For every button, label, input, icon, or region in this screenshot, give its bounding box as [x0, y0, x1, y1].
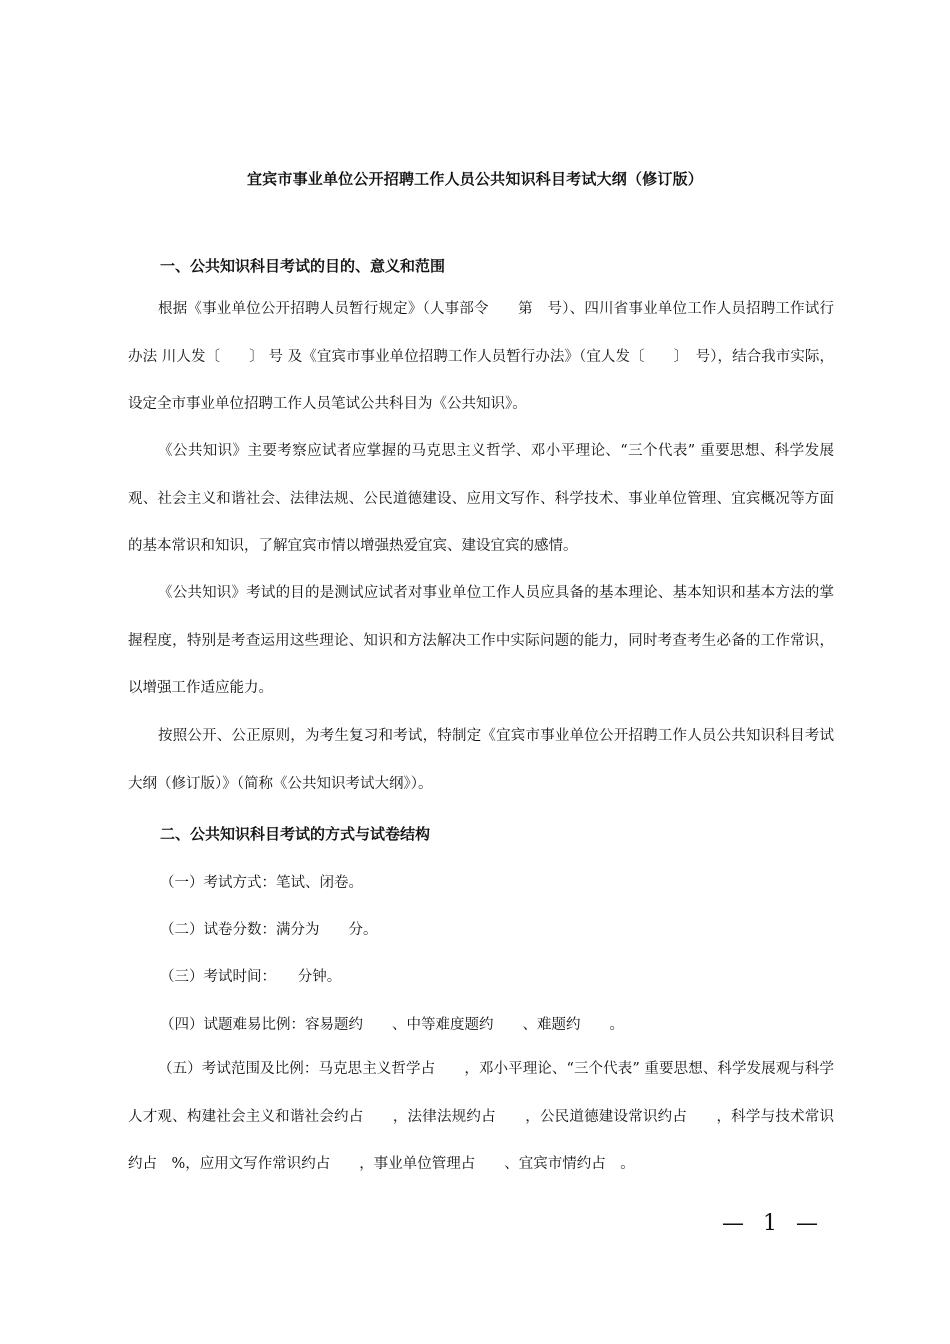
section-1-paragraph-2: 《公共知识》主要考察应试者应掌握的马克思主义哲学、邓小平理论、“三个代表” 重要思想、科学发展观、社会主义和谐社会、法律法规、公民道德建设、应用文写作、科学技术、事业单位管理、宜宾概况等方面的基本常识和知识，了解宜宾市情以增强热爱宜宾、建设宜宾的感情。	[128, 443, 834, 554]
exam-time-item: （三）考试时间： 分钟。	[160, 969, 342, 985]
exam-scope-paragraph: （五）考试范围及比例：马克思主义哲学占 ，邓小平理论、“三个代表” 重要思想、科学发展观与科学人才观、构建社会主义和谐社会约占 ，法律法规约占 ，公民道德建设常识约占 ，科学与技术常识约占 %，应用文写作常识约占 ，事业单位管理占 、宜宾市情约占 。	[128, 1061, 834, 1172]
document-title: 宜宾市事业单位公开招聘工作人员公共知识科目考试大纲（修订版）	[246, 170, 703, 188]
exam-score-item: （二）试卷分数：满分为 分。	[160, 922, 378, 938]
section-2-heading: 二、公共知识科目考试的方式与试卷结构	[160, 825, 431, 843]
section-1-paragraph-4: 按照公开、公正原则，为考生复习和考试，特制定《宜宾市事业单位公开招聘工作人员公共知识科目考试大纲（修订版）》（简称《公共知识考试大纲》）。	[128, 728, 834, 792]
exam-method-item: （一）考试方式：笔试、闭卷。	[160, 875, 363, 891]
section-1-heading: 一、公共知识科目考试的目的、意义和范围	[160, 257, 446, 275]
section-1-paragraph-3: 《公共知识》考试的目的是测试应试者对事业单位工作人员应具备的基本理论、基本知识和基本方法的掌握程度，特别是考查运用这些理论、知识和方法解决工作中实际问题的能力，同时考查考生必备的工作常识，以增强工作适应能力。	[128, 585, 834, 696]
section-1-paragraph-1: 根据《事业单位公开招聘人员暂行规定》（人事部令 第 号）、四川省事业单位工作人员招聘工作试行办法 川人发〔 〕 号 及《宜宾市事业单位招聘工作人员暂行办法》（宜人发〔 〕 号），结合我市实际，设定全市事业单位招聘工作人员笔试公共科目为《公共知识》。	[128, 301, 834, 412]
difficulty-ratio-item: （四）试题难易比例：容易题约 、中等难度题约 、难题约 。	[160, 1017, 624, 1033]
page-number: — 1 —	[722, 1211, 824, 1236]
